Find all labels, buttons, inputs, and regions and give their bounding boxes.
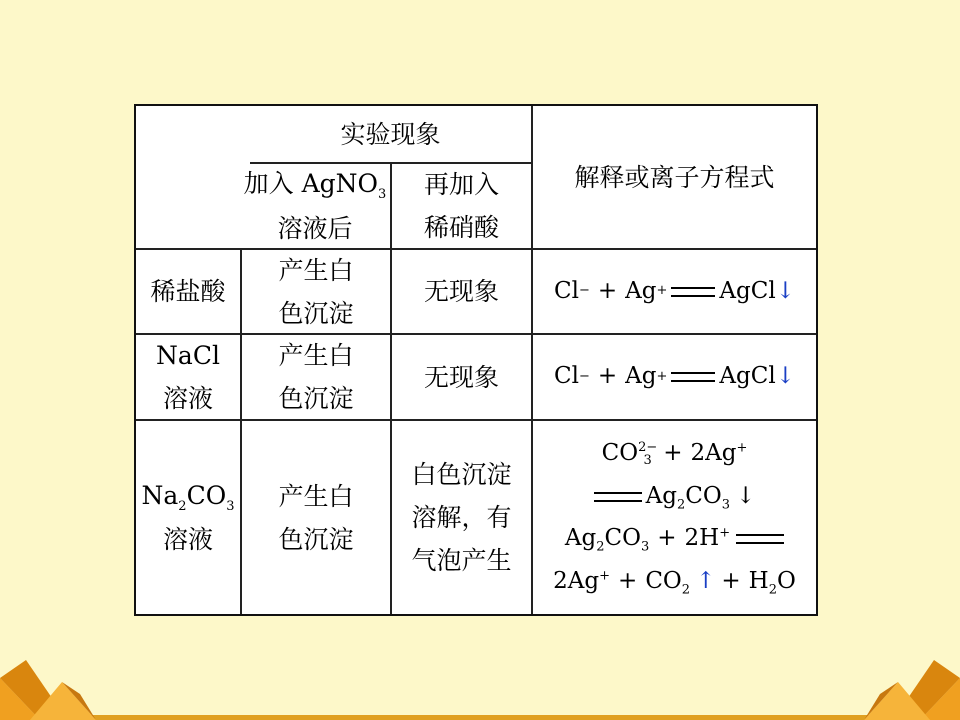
row2-reagent: NaCl 溶液 — [156, 341, 220, 413]
row3-reagent: $Na_2CO_3$ 溶液 — [141, 480, 235, 555]
row2-agno3: 产生白 色沉淀 — [278, 341, 354, 413]
equals-sign — [671, 372, 715, 382]
header-add-hno3: 再加入 稀硝酸 — [423, 170, 499, 242]
row3-hno3: 白色沉淀 溶解，有 气泡产生 — [411, 460, 512, 575]
row3-equation — [533, 421, 816, 614]
corner-triangles-left — [0, 660, 110, 720]
equals-sign — [594, 492, 642, 502]
gas-arrow-icon: ↑ — [696, 568, 716, 595]
header-phenomenon: 实验现象 — [340, 119, 441, 149]
eq-line-2: $Ag_2CO_3$ ↓ — [594, 475, 756, 518]
row3-agno3: 产生白 色沉淀 — [278, 481, 354, 554]
row1-agno3: 产生白 色沉淀 — [278, 255, 354, 328]
row1-equation: Cl − + Ag + AgCl ↓ — [533, 250, 816, 333]
row2-equation: Cl − + Ag + AgCl ↓ — [533, 335, 816, 419]
row2-hno3: 无现象 — [423, 362, 499, 392]
header-add-agno3: 加入 AgNO$_3$ 溶液后 — [243, 169, 387, 243]
footer-bar — [0, 715, 960, 720]
equals-sign — [736, 534, 784, 544]
equals-sign — [671, 287, 715, 297]
eq-line-3: $Ag_2CO_3 + 2H^+$ — [565, 517, 784, 560]
precipitate-arrow-icon: ↓ — [736, 482, 756, 509]
eq-line-4: $2Ag^+ + CO_2$ ↑ + $H_2O$ — [553, 568, 796, 598]
precipitate-arrow-icon: ↓ — [775, 363, 795, 390]
header-explanation: 解释或离子方程式 — [574, 162, 775, 192]
eq-line-1: CO 2− 3 + 2Ag+ — [601, 440, 748, 469]
corner-triangles-right — [850, 660, 960, 720]
row1-reagent: 稀盐酸 — [150, 277, 226, 306]
ion-reaction-table — [134, 104, 818, 616]
row1-hno3: 无现象 — [423, 277, 499, 306]
precipitate-arrow-icon: ↓ — [775, 277, 795, 304]
